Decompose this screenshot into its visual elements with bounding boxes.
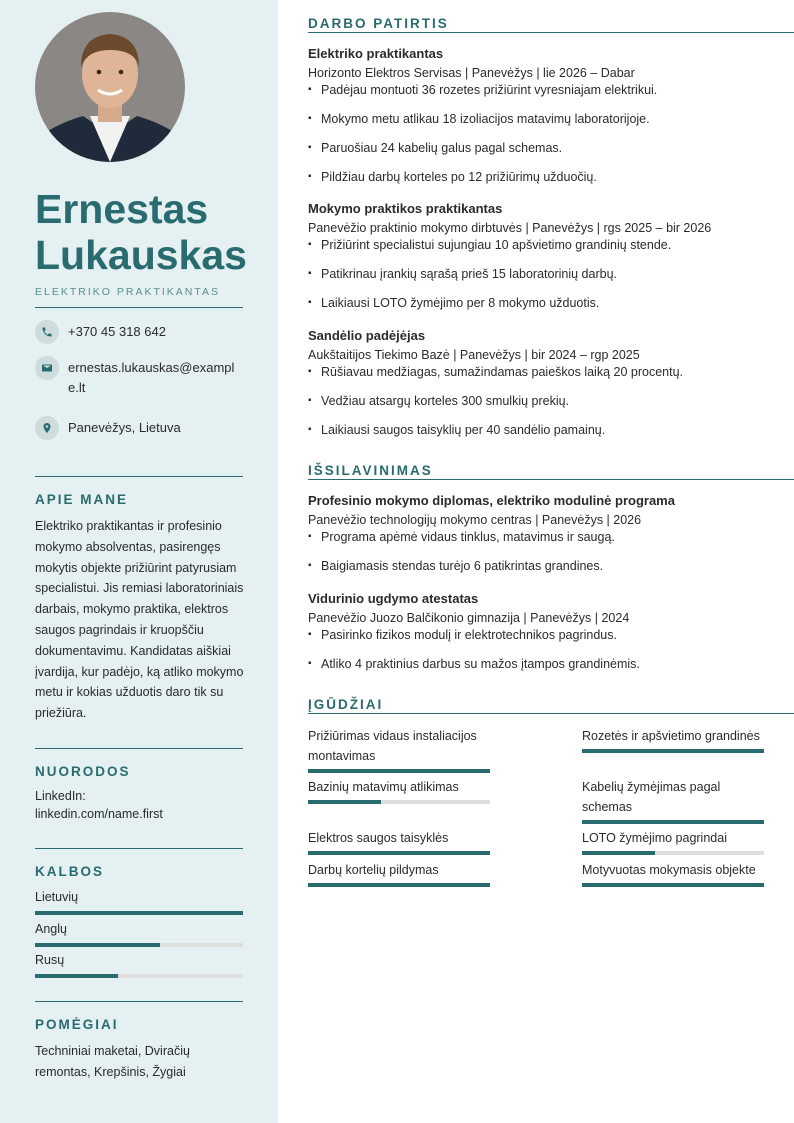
skill-level-fill <box>308 769 490 773</box>
skill-item <box>308 777 490 804</box>
entry-subtitle: Aukštaitijos Tiekimo Bazė | Panevėžys | bir 2024 – rgp 2025 <box>308 348 640 362</box>
skill-level-bar <box>308 769 490 773</box>
bullet-item: ▪ Rūšiavau medžiagas, sumažindamas paieškos laiką 20 procentų. <box>308 364 788 380</box>
bullet-item: ▪ Padėjau montuoti 36 rozetes prižiūrint vyresniajam elektrikui. <box>308 82 788 98</box>
bullet-list <box>308 627 788 672</box>
skill-name: Prižiūrimas vidaus instaliacijos montavimas <box>308 729 477 763</box>
language-level-fill <box>35 911 243 915</box>
section-heading-experience: DARBO PATIRTIS <box>308 16 794 33</box>
entry-subtitle: Horizonto Elektros Servisas | Panevėžys | lie 2026 – Dabar <box>308 66 635 80</box>
bullet-item: ▪ Laikiausi saugos taisyklių per 40 sandėlio pamainų. <box>308 422 788 438</box>
divider <box>35 748 243 749</box>
bullet-list <box>308 364 788 438</box>
skill-level-bar <box>582 820 764 824</box>
bullet-list <box>308 82 788 185</box>
language-level-fill <box>35 974 118 978</box>
skill-item <box>582 828 764 855</box>
entry-title: Mokymo praktikos praktikantas <box>308 201 503 216</box>
entry <box>308 45 788 198</box>
skill-item <box>582 726 764 753</box>
skill-level-fill <box>308 851 490 855</box>
link-label: LinkedIn: <box>35 789 86 803</box>
bullet-item: ▪ Patikrinau įrankių sąrašą prieš 15 laboratorinių darbų. <box>308 266 788 282</box>
language-item <box>35 889 243 915</box>
language-item <box>35 952 243 978</box>
bullet-item: ▪ Pasirinko fizikos modulį ir elektrotechnikos pagrindus. <box>308 627 788 643</box>
entry-subtitle: Panevėžio praktinio mokymo dirbtuvės | Panevėžys | rgs 2025 – bir 2026 <box>308 221 712 235</box>
divider <box>35 476 243 477</box>
location-pin-icon <box>35 416 59 440</box>
email-address[interactable]: ernestas.lukauskas@example.lt <box>68 360 235 395</box>
bullet-item: ▪ Atliko 4 praktinius darbus su mažos įtampos grandinėmis. <box>308 656 788 672</box>
skill-item <box>308 860 490 887</box>
language-level-bar <box>35 974 243 978</box>
bullet-item: ▪ Pildžiau darbų korteles po 12 prižiūrimų užduočių. <box>308 169 788 185</box>
language-level-fill <box>35 943 160 947</box>
language-name: Lietuvių <box>35 890 79 904</box>
language-name: Rusų <box>35 953 65 967</box>
contact-email <box>35 356 243 398</box>
entry <box>308 200 788 324</box>
bullet-list <box>308 529 788 574</box>
skill-level-bar <box>308 851 490 855</box>
skill-level-fill <box>582 820 764 824</box>
skill-name: Rozetės ir apšvietimo grandinės <box>582 729 760 743</box>
bullet-item: ▪ Mokymo metu atlikau 18 izoliacijos matavimų laboratorijoje. <box>308 111 788 127</box>
section-heading-links: NUORODOS <box>35 764 131 779</box>
phone-number: +370 45 318 642 <box>68 324 166 339</box>
skill-name: Darbų kortelių pildymas <box>308 863 439 877</box>
language-item <box>35 921 243 947</box>
skill-item <box>582 860 764 887</box>
skill-item <box>308 828 490 855</box>
entry-subtitle: Panevėžio Juozo Balčikonio gimnazija | Panevėžys | 2024 <box>308 611 630 625</box>
skill-level-bar <box>582 851 764 855</box>
skill-name: Kabelių žymėjimas pagal schemas <box>582 780 721 814</box>
first-name: Ernestas <box>35 186 209 232</box>
skill-level-fill <box>582 883 764 887</box>
skill-level-bar <box>308 883 490 887</box>
hobbies-text: Techniniai maketai, Dviračių remontas, Krepšinis, Žygiai <box>35 1044 190 1079</box>
section-heading-hobbies: POMĖGIAI <box>35 1017 119 1032</box>
entry <box>308 492 788 587</box>
entry-title: Elektriko praktikantas <box>308 46 444 61</box>
last-name: Lukauskas <box>35 232 247 278</box>
entry-title: Profesinio mokymo diplomas, elektriko modulinė programa <box>308 493 675 508</box>
location: Panevėžys, Lietuva <box>68 420 181 435</box>
bullet-item: ▪ Vedžiau atsargų korteles 300 smulkių prekių. <box>308 393 788 409</box>
entry-title: Vidurinio ugdymo atestatas <box>308 591 479 606</box>
divider <box>35 1001 243 1002</box>
skill-name: Motyvuotas mokymasis objekte <box>582 863 756 877</box>
bullet-list <box>308 237 788 311</box>
skill-item <box>582 777 764 824</box>
bullet-item: ▪ Programa apėmė vidaus tinklus, matavimus ir saugą. <box>308 529 788 545</box>
candidate-name <box>35 186 255 278</box>
skill-name: Bazinių matavimų atlikimas <box>308 780 459 794</box>
entry-title: Sandėlio padėjėjas <box>308 328 426 343</box>
language-name: Anglų <box>35 922 67 936</box>
skill-level-bar <box>582 749 764 753</box>
section-heading-education: IŠSILAVINIMAS <box>308 463 794 480</box>
linkedin-link[interactable]: linkedin.com/name.first <box>35 807 163 821</box>
skill-name: LOTO žymėjimo pagrindai <box>582 831 727 845</box>
skill-level-bar <box>308 800 490 804</box>
language-level-bar <box>35 911 243 915</box>
language-level-bar <box>35 943 243 947</box>
bullet-item: ▪ Laikiausi LOTO žymėjimo per 8 mokymo užduotis. <box>308 295 788 311</box>
contact-location <box>35 416 243 440</box>
divider <box>35 848 243 849</box>
skill-level-fill <box>308 800 381 804</box>
mail-icon <box>35 356 59 380</box>
phone-icon <box>35 320 59 344</box>
section-heading-about: APIE MANE <box>35 492 129 507</box>
bullet-item: ▪ Paruošiau 24 kabelių galus pagal schemas. <box>308 140 788 156</box>
skill-level-fill <box>308 883 490 887</box>
entry <box>308 590 788 685</box>
about-text: Elektriko praktikantas ir profesinio mokymo absolventas, pasirengęs mokytis objekte prižiūrint patyrusiam specialistui. Jis remiasi laboratoriniais darbais, mokymo praktika, elektros saugos pagrindais ir kruopščiu dokumentavimu. Kandidatas aiškiai įvardija, kur padėjo, ką atliko mokymo metu ir kokias užduotis daro tik su priežiūra. <box>35 519 244 721</box>
skill-name: Elektros saugos taisyklės <box>308 831 449 845</box>
entry <box>308 327 788 451</box>
skill-level-fill <box>582 851 655 855</box>
skill-level-fill <box>582 749 764 753</box>
section-heading-skills: ĮGŪDŽIAI <box>308 697 794 714</box>
skill-item <box>308 726 490 773</box>
skill-level-bar <box>582 883 764 887</box>
bullet-item: ▪ Prižiūrint specialistui sujungiau 10 apšvietimo grandinių stende. <box>308 237 788 253</box>
job-title: ELEKTRIKO PRAKTIKANTAS <box>35 286 221 298</box>
divider <box>35 307 243 308</box>
contact-phone <box>35 320 243 344</box>
profile-photo <box>35 12 185 162</box>
bullet-item: ▪ Baigiamasis stendas turėjo 6 patikrintas grandines. <box>308 558 788 574</box>
entry-subtitle: Panevėžio technologijų mokymo centras | Panevėžys | 2026 <box>308 513 642 527</box>
section-heading-languages: KALBOS <box>35 864 104 879</box>
